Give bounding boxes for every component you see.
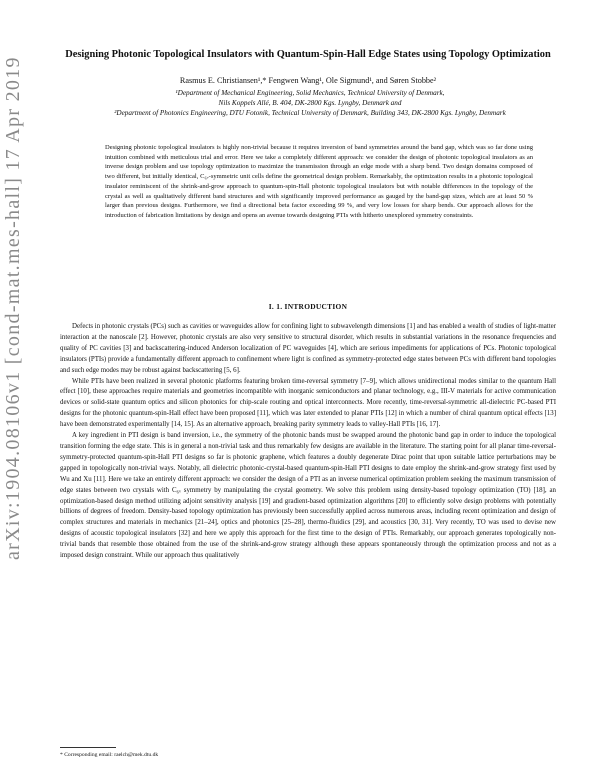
- arxiv-watermark: arXiv:1904.08106v1 [cond-mat.mes-hall] 17 Apr 2019: [2, 56, 24, 560]
- affiliation-line: Nils Koppels Allé, B. 404, DK-2800 Kgs. Lyngby, Denmark and: [218, 99, 402, 107]
- author-list: Rasmus E. Christiansen¹,* Fengwen Wang¹, Ole Sigmund¹, and Søren Stobbe²: [179, 76, 437, 85]
- paragraph: Defects in photonic crystals (PCs) such as cavities or waveguides allow for confining light to subwavelength dimensions [1] and has enabled a wealth of studies of light-matter interaction at the nanoscale [2]. However, photonic crystals are also very sensitive to structural disorder, which results in substantial variations in the resonance frequencies and quality of PC cavities [3] and backscattering-induced Anderson localization of PC waveguides [4], which are serious impediments for applications of PCs. Photonic topological insulators (PTIs) provide a fundamentally different approach to confinement where light is confined as symmetry-protected edge states between PCs with different band topologies and such edge modes may be robust against backscattering [5, 6].: [60, 323, 556, 374]
- paper-title: Designing Photonic Topological Insulators with Quantum-Spin-Hall Edge States using Topology Optimization: [65, 49, 551, 60]
- footnote: * Corresponding email: raelch@mek.dtu.dk: [60, 752, 159, 758]
- paragraph: A key ingredient in PTI design is band inversion, i.e., the symmetry of the photonic bands must be swapped around the photonic band gap in order to induce the topological transition forming the edge state. This is in general a non-trivial task and thus remarkably few designs are available in the literature. The starting point for all planar time-reversal-symmetry-protected quantum-spin-Hall PTI designs so far is photonic graphene, which features a doubly degenerate Dirac point that upon suitable lattice perturbations may be gapped in topologically non-trivial ways. Notably, all dielectric photonic-crystal-based quantum-spin-Hall PTI designs to date employ the shrink-and-grow strategy first used by Wu and Xu [11]. Here we take an entirely different approach: we consider the design of a PTI as an inverse numerical optimization problem seeking the maximum transmission of edge states between two crystals with C₆ᵥ symmetry by manipulating the crystal geometry. We solve this problem using density-based topology optimization (TO) [18], an optimization-based design method utilizing adjoint sensitivity analysis [19] and gradient-based optimization algorithms [20] to efficiently solve design problems with potentially billions of degrees of freedom. Density-based topology optimization has previously been successfully applied across numerous areas, including recent optimization and design of complex structures and materials in mechanics [21–24], optics and photonics [25–28], thermo-fluidics [29], and acoustics [30, 31]. Very recently, TO was used to devise new designs of acoustic topological insulators [32] and here we apply this approach for the first time to the design of PTIs. Remarkably, our approach generates topologically non-trivial bands that resemble those obtained from the use of the shrink-and-grow strategy although these appears spontaneously through the optimization process and not as a imposed design constraint. While our approach thus qualitatively: [60, 432, 556, 560]
- paragraph: While PTIs have been realized in several photonic platforms featuring broken time-reversal symmetry [7–9], which allows unidirectional modes similar to the quantum Hall effect [10], these approaches require materials and geometries incompatible with inorganic semiconductors and planar technology, e.g., III-V materials for active communication devices or solid-state quantum optics and silicon photonics for chip-scale routing and optical interconnects. More recently, time-reversal-symmetric all-dielectric PC-based PTI designs for the photonic quantum-spin-Hall effect have been proposed [11], which was later extended to planar PTIs [12] in which a number of chiral quantum optical effects [13] have been demonstrated experimentally [14, 15]. As an alternative approach, breaking parity symmetry leads to valley-Hall PTIs [16, 17].: [60, 377, 556, 429]
- abstract: Designing photonic topological insulators is highly non-trivial because it requires inversion of band symmetries around the band gap, which was so far done using intuition combined with meticulous trial and error. Here we take a completely different approach: we consider the design of photonic topological insulators as an inverse design problem and use topology optimization to maximize the transmission through an edge mode with a sharp bend. Two design domains composed of two different, but initially identical, C₆ᵥ-symmetric unit cells define the geometrical design problem. Remarkably, the optimization results in a photonic topological insulator reminiscent of the shrink-and-grow approach to quantum-spin-Hall photonic topological insulators but with notable differences in the topology of the crystal as well as qualitatively different band structures and with significantly improved performance as gauged by the band-gap sizes, which are at least 50 % larger than previous designs. Furthermore, we find a directional beta factor exceeding 99 %, and very low losses for sharp bends. Our approach allows for the introduction of fabrication limitations by design and opens an avenue towards designing PTIs with hitherto unexplored symmetry constraints.: [105, 144, 533, 219]
- affiliation-line: ¹Department of Mechanical Engineering, Solid Mechanics, Technical University of Denmark,: [175, 89, 445, 97]
- body-text: [60, 322, 556, 562]
- section-heading: I. 1. INTRODUCTION: [268, 302, 348, 311]
- footnote-rule: [60, 747, 116, 748]
- affiliation-line: ²Department of Photonics Engineering, DTU Fotonik, Technical University of Denmark, Building 343, DK-2800 Kgs. Lyngby, Denmark: [114, 109, 506, 117]
